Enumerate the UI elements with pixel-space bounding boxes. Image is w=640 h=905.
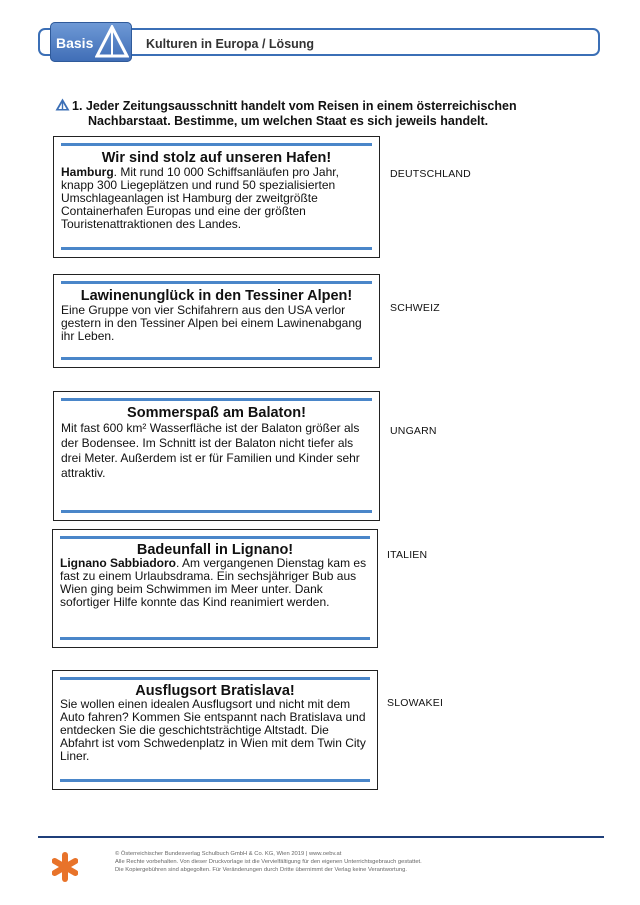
clipping-headline: Lawinenunglück in den Tessiner Alpen!: [80, 288, 353, 304]
clipping-headline: Badeunfall in Lignano!: [136, 542, 294, 558]
clipping-body: Sie wollen einen idealen Ausflugsort und nicht mit dem Auto fahren? Kommen Sie entspannt nach Bratislava und entdecken Sie die geschichtsträchtige Altstadt. Die Abfahrt ist vom Schwedenplatz in Wien mit dem Twin City Liner.: [60, 697, 366, 763]
clipping-body: . Mit rund 10 000 Schiffsanläufen pro Jahr, knapp 300 Liegeplätzen und rund 50 spezialisierten Umschlageanlagen ist Hamburg der zweitgrößte Containerhafen Europas und eine der größten Touristenattraktionen des Landes.: [61, 165, 339, 231]
clipping-rule-top: [60, 536, 370, 539]
clipping-text: [61, 166, 372, 231]
task-line-2: Nachbarstaat. Bestimme, um welchen Staat es sich jeweils handelt.: [88, 114, 489, 128]
clipping-lead: Lignano Sabbiadoro: [60, 556, 176, 570]
clipping-headline: Sommerspaß am Balaton!: [127, 405, 306, 421]
basis-logo: [50, 22, 132, 62]
clipping-headline: Ausflugsort Bratislava!: [135, 683, 295, 699]
newspaper-clipping: [53, 274, 380, 368]
difficulty-triangle-icon: [55, 98, 70, 111]
clipping-rule-top: [61, 143, 372, 146]
footer-rule: [38, 836, 604, 838]
newspaper-clipping: [52, 670, 378, 790]
task-line-1: 1. Jeder Zeitungsausschnitt handelt vom Reisen in einem österreichischen: [72, 99, 517, 113]
newspaper-clipping: [53, 136, 380, 258]
answer-text: UNGARN: [390, 425, 437, 437]
clipping-lead: Hamburg: [61, 165, 114, 179]
clipping-text: [60, 698, 370, 763]
clipping-rule-bottom: [61, 247, 372, 250]
footer-line-3: Die Kopiergebühren sind abgegolten. Für Veränderungen durch Dritte übernimmt der Verlag keine Verantwortung.: [115, 867, 407, 873]
clipping-rule-bottom: [61, 510, 372, 513]
answer-text: SLOWAKEI: [387, 697, 444, 709]
page-title: Kulturen in Europa / Lösung: [146, 37, 315, 51]
clipping-text: [61, 421, 372, 481]
clipping-text: [61, 304, 372, 343]
footer-line-1: © Österreichischer Bundesverlag Schulbuch GmbH & Co. KG, Wien 2019 | www.oebv.at: [115, 851, 342, 857]
logo-text: Basis: [56, 35, 94, 51]
triangle-logo-icon: [95, 25, 129, 59]
clipping-rule-top: [61, 398, 372, 401]
clipping-rule-top: [61, 281, 372, 284]
clipping-body: Mit fast 600 km² Wasserfläche ist der Balaton größer als der Bodensee. Im Schnitt ist der Balaton nicht tiefer als drei Meter. Außerdem ist er für Familien und Kinder sehr attraktiv.: [61, 421, 360, 480]
newspaper-clipping: [53, 391, 380, 521]
answer-text: SCHWEIZ: [390, 302, 440, 314]
newspaper-clipping: [52, 529, 378, 648]
answer-text: ITALIEN: [387, 549, 428, 561]
answer-text: DEUTSCHLAND: [390, 168, 471, 180]
clipping-body: Eine Gruppe von vier Schifahrern aus den USA verlor gestern in den Tessiner Alpen bei einem Lawinenabgang ihr Leben.: [61, 303, 362, 343]
clipping-rule-bottom: [61, 357, 372, 360]
clipping-headline: Wir sind stolz auf unseren Hafen!: [101, 150, 332, 166]
clipping-text: [60, 557, 370, 609]
footer-copyright: [115, 850, 422, 874]
clipping-body: . Am vergangenen Dienstag kam es fast zu einem Urlaubsdrama. Ein sechsjähriger Bub aus Wien ging beim Schwimmen im Meer unter. Dank sofortiger Hilfe konnte das Kind reanimiert werden.: [60, 556, 367, 609]
clipping-rule-bottom: [60, 779, 370, 782]
footer-line-2: Alle Rechte vorbehalten. Von dieser Druckvorlage ist die Vervielfältigung für den eigenen Unterrichtsgebrauch gestattet.: [115, 859, 422, 865]
oebv-star-logo-icon: [52, 852, 78, 882]
clipping-rule-bottom: [60, 637, 370, 640]
clipping-rule-top: [60, 677, 370, 680]
